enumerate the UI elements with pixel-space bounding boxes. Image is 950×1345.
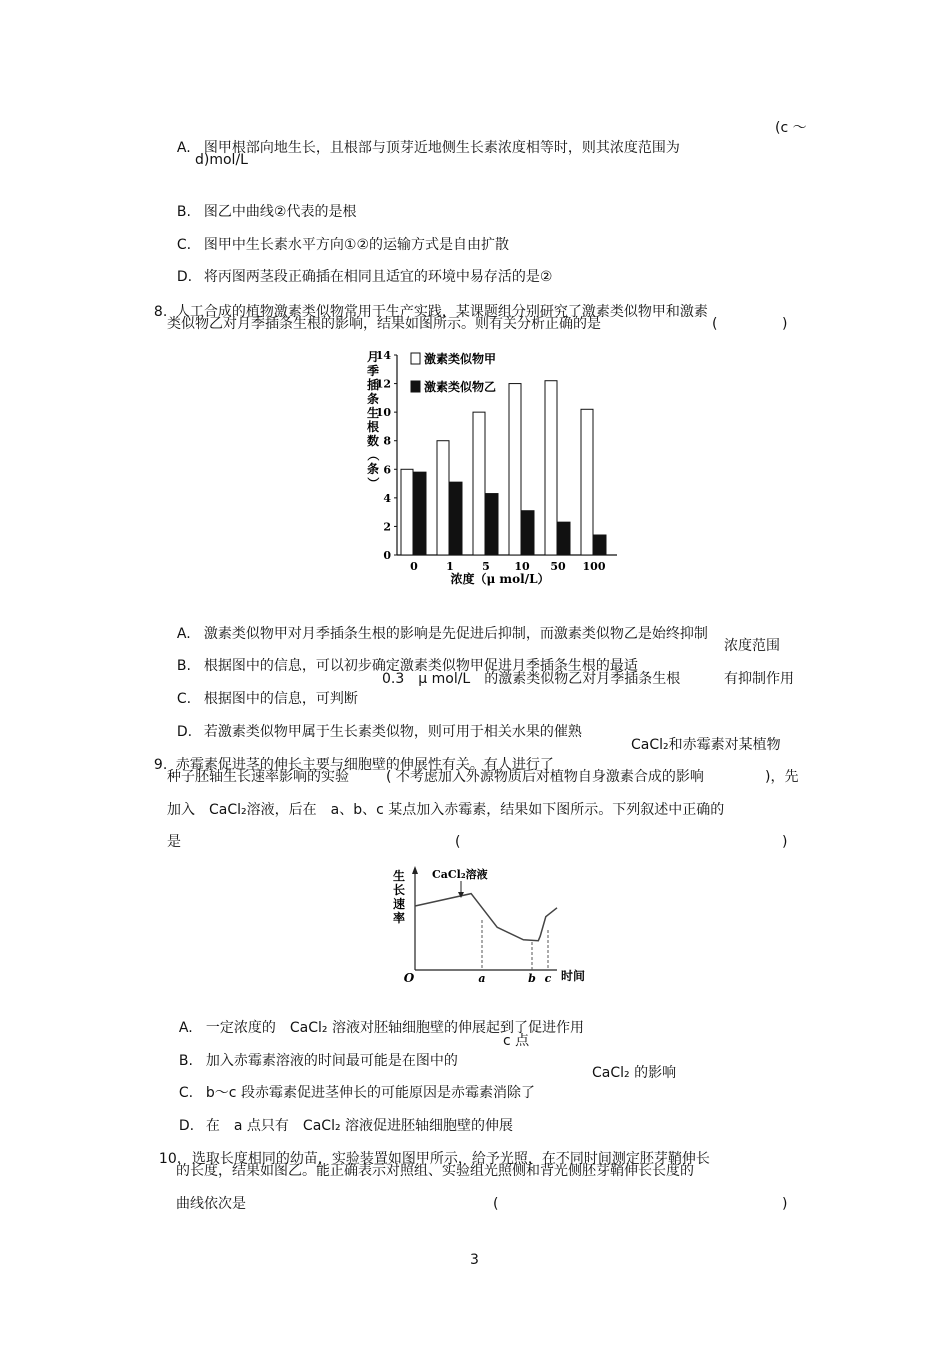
bar-xtick-label: 1	[446, 560, 454, 573]
cacl2-annotation: CaCl₂溶液	[432, 868, 488, 881]
q10-stem-line1: 10. 选取长度相同的幼苗，实验装置如图甲所示，给予光照，在不同时间测定胚芽鞘伸长	[158, 1151, 710, 1167]
q7-option-a-cont: d)mol/L	[195, 152, 248, 168]
bar-xtick-label: 50	[550, 560, 566, 573]
q9-answer-paren-open: (	[455, 834, 461, 850]
q9-option-d: D. 在 a 点只有 CaCl₂ 溶液促进胚轴细胞壁的伸展	[178, 1118, 514, 1134]
bar-series-jia	[437, 441, 449, 555]
bar-ylabel-char: 插	[366, 378, 380, 392]
line-xlabel-b: b	[528, 972, 536, 985]
bar-ytick-label: 8	[383, 434, 391, 448]
q9-option-c: C. b～c 段赤霉素促进茎伸长的可能原因是赤霉素消除了	[178, 1085, 535, 1101]
q7-option-a: A. 图甲根部向地生长，且根部与顶芽近地侧生长素浓度相等时，则其浓度范围为	[176, 140, 680, 156]
q8-stem-line2: 类似物乙对月季插条生根的影响，结果如图所示。则有关分析正确的是	[167, 316, 601, 332]
line-y-axis-arrow	[412, 866, 418, 874]
growth-rate-chart	[385, 860, 595, 988]
q8-stem-line1: 8. 人工合成的植物激素类似物常用于生产实践，某课题组分别研究了激素类似物甲和激素	[153, 304, 708, 320]
q10-stem-line3: 曲线依次是	[176, 1196, 246, 1212]
q7-option-a-tail: (c ～	[775, 120, 807, 136]
line-ylabel-char: 长	[392, 883, 406, 897]
bar-ylabel-char: 根	[366, 420, 380, 434]
bar-ytick-label: 12	[375, 377, 391, 391]
bar-series-jia	[401, 469, 413, 555]
q8-option-c-tail: 有抑制作用	[724, 671, 794, 687]
bar-chart	[355, 345, 625, 590]
bar-ytick-label: 4	[383, 491, 391, 505]
q10-answer-paren-close: )	[782, 1196, 788, 1212]
bar-series-yi	[486, 494, 498, 555]
bar-series-yi	[450, 482, 462, 555]
bar-xtick-label: 10	[514, 560, 530, 573]
q10-answer-paren-open: (	[493, 1196, 499, 1212]
line-origin-label: O	[403, 971, 415, 985]
q7-option-d: D. 将丙图两茎段正确插在相同且适宜的环境中易存活的是②	[176, 269, 553, 285]
q9-answer-paren-close: )	[782, 834, 788, 850]
bar-series-jia	[581, 409, 593, 555]
bar-series-yi	[594, 535, 606, 555]
bar-series-yi	[558, 522, 570, 555]
q9-stem-line1: 9. 赤霉素促进茎的伸长主要与细胞壁的伸展性有关。有人进行了	[153, 757, 554, 773]
line-xlabel-c: c	[544, 972, 552, 985]
q9-stem-line2-tail: )，先	[765, 769, 799, 785]
q9-option-a: A. 一定浓度的 CaCl₂ 溶液对胚轴细胞壁的伸展起到了促进作用	[178, 1020, 584, 1036]
q9-stem-line2: 种子胚轴生长速率影响的实验	[167, 769, 349, 785]
line-ylabel-char: 速	[392, 897, 406, 911]
q9-stem-line2-mid: ( 不考虑加入外源物质后对植物自身激素合成的影响	[386, 769, 704, 785]
bar-ylabel-char: 月	[366, 350, 380, 364]
legend-swatch	[411, 381, 420, 392]
bar-ylabel-char: 季	[366, 364, 380, 378]
bar-ytick-label: 2	[383, 520, 391, 534]
q9-option-c-tail: CaCl₂ 的影响	[592, 1065, 677, 1081]
q9-stem-line3: 加入 CaCl₂溶液，后在 a、b、c 某点加入赤霉素，结果如下图所示。下列叙述中正确的	[167, 802, 725, 818]
bar-ytick-label: 6	[383, 463, 391, 477]
line-ylabel-char: 率	[392, 911, 406, 925]
bar-ylabel-char: 条	[366, 462, 380, 476]
q8-option-b-tail: 浓度范围	[724, 638, 780, 654]
q7-option-b: B. 图乙中曲线②代表的是根	[176, 204, 357, 220]
q9-stem-line4: 是	[167, 834, 181, 850]
bar-ylabel-char: 条	[366, 392, 380, 406]
q10-stem-line2: 的长度，结果如图乙。能正确表示对照组、实验组光照侧和背光侧胚芽鞘伸长长度的	[176, 1163, 694, 1179]
line-x-title: 时间	[560, 969, 586, 983]
bar-ytick-label: 0	[383, 549, 391, 562]
bar-ylabel-char: 生	[366, 406, 380, 420]
bar-chart-ylabel	[366, 350, 381, 489]
line-chart-ylabel	[393, 868, 405, 925]
q8-answer-paren-open: (	[712, 316, 718, 332]
bar-x-title: 浓度（μ mol/L）	[450, 572, 550, 586]
q8-option-c: C. 根据图中的信息，可判断	[176, 691, 358, 707]
legend-label: 激素类似物甲	[424, 352, 497, 366]
growth-rate-curve	[415, 894, 557, 941]
q9-option-b: B. 加入赤霉素溶液的时间最可能是在图中的	[178, 1053, 458, 1069]
bar-ylabel-char: （	[366, 448, 380, 462]
q7-option-c: C. 图甲中生长素水平方向①②的运输方式是自由扩散	[176, 237, 510, 253]
bar-ytick-label: 14	[375, 349, 391, 362]
bar-ylabel-char: ）	[366, 476, 380, 490]
q8-option-b: B. 根据图中的信息，可以初步确定激素类似物甲促进月季插条生根的最适	[176, 658, 638, 674]
bar-series-jia	[473, 412, 485, 555]
bar-xtick-label: 0	[410, 560, 418, 573]
bar-ylabel-char: 数	[366, 434, 380, 448]
line-xlabel-a: a	[478, 972, 486, 985]
bar-series-jia	[509, 384, 521, 555]
q8-option-c-mid: 0.3 μ mol/L 的激素类似物乙对月季插条生根	[382, 671, 681, 687]
bar-ytick-label: 10	[375, 406, 391, 420]
q8-option-d: D. 若激素类似物甲属于生长素类似物，则可用于相关水果的催熟	[176, 724, 582, 740]
q9-option-b-tail: c 点	[503, 1033, 530, 1049]
bar-series-yi	[414, 472, 426, 555]
bar-xtick-label: 100	[582, 560, 606, 573]
q8-answer-paren-close: )	[782, 316, 788, 332]
legend-swatch	[411, 353, 420, 364]
line-ylabel-char: 生	[392, 869, 406, 883]
bar-xtick-label: 5	[482, 560, 490, 573]
q9-stem-line1-tail: CaCl₂和赤霉素对某植物	[631, 737, 781, 753]
bar-series-yi	[522, 511, 534, 555]
legend-label: 激素类似物乙	[424, 380, 497, 394]
q8-option-a: A. 激素类似物甲对月季插条生根的影响是先促进后抑制，而激素类似物乙是始终抑制	[176, 626, 708, 642]
bar-series-jia	[545, 381, 557, 555]
page-number: 3	[470, 1252, 479, 1268]
